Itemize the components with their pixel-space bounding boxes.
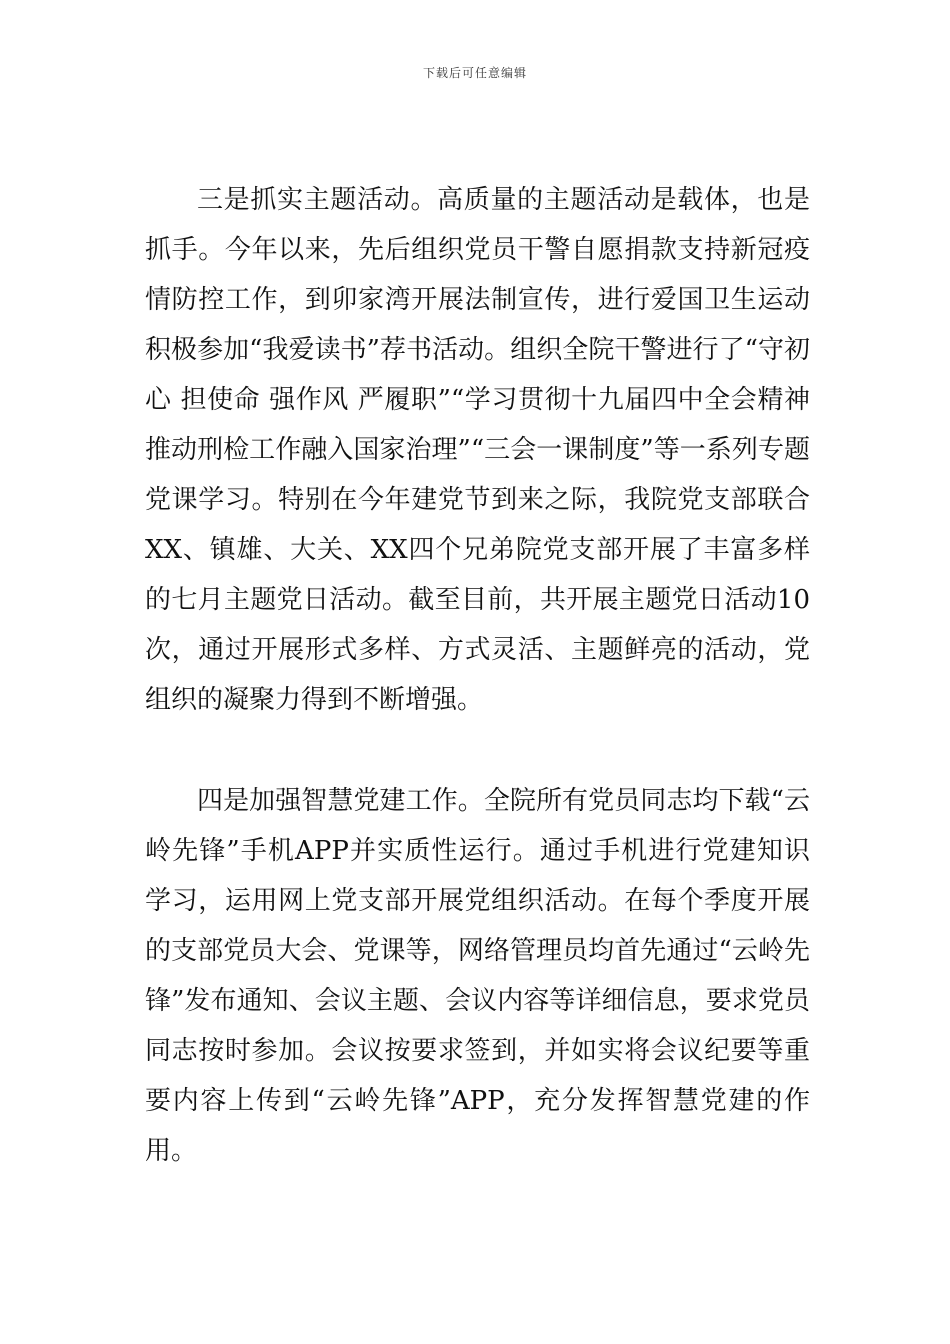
header-note: 下载后可任意编辑 bbox=[422, 66, 527, 80]
paragraph-smart-party-building: 四是加强智慧党建工作。全院所有党员同志均下载“云岭先锋”手机APP并实质性运行。通过手机进行党建知识学习，运用网上党支部开展党组织活动。在每个季度开展的支部党员大会、党课等，网络管理员均首先通过“云岭先锋”发布通知、会议主题、会议内容等详细信息，要求党员同志按时参加。会议按要求签到，并如实将会议纪要等重要内容上传到“云岭先锋”APP，充分发挥智慧党建的作用。 bbox=[145, 786, 810, 1166]
paragraph-theme-activities: 三是抓实主题活动。高质量的主题活动是载体，也是抓手。今年以来，先后组织党员干警自愿捐款支持新冠疫情防控工作，到卯家湾开展法制宣传，进行爱国卫生运动积极参加“我爱读书”荐书活动。组织全院干警进行了“守初心 担使命 强作风 严履职”“学习贯彻十九届四中全会精神推动刑检工作融入国家治理”“三会一课制度”等一系列专题党课学习。特别在今年建党节到来之际，我院党支部联合XX、镇雄、大关、XX四个兄弟院党支部开展了丰富多样的七月主题党日活动。截至目前，共开展主题党日活动10次，通过开展形式多样、方式灵活、主题鲜亮的活动，党组织的凝聚力得到不断增强。 bbox=[145, 185, 810, 715]
